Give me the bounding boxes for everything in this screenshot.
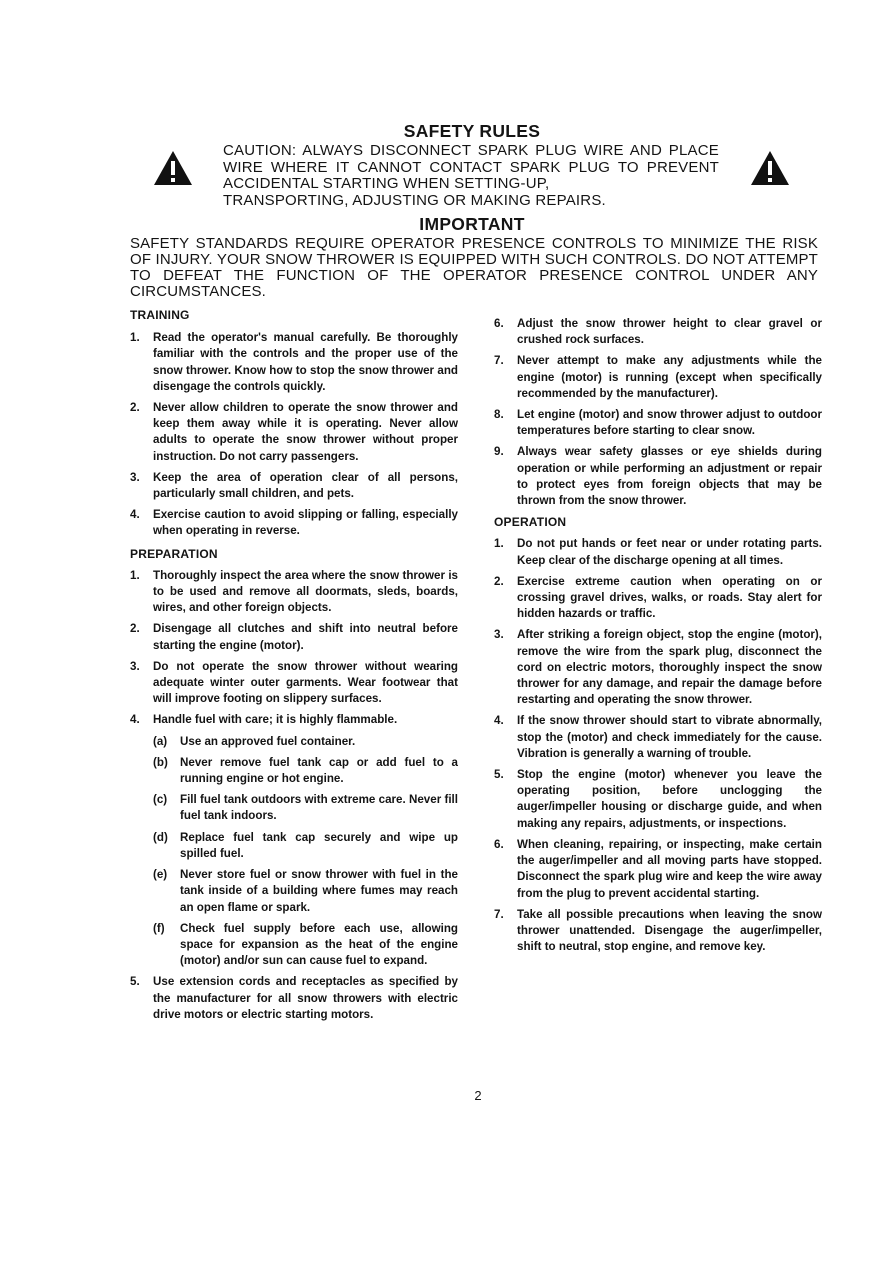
item-number: 1.	[494, 537, 504, 551]
sub-item-letter: (a)	[153, 734, 168, 748]
caution-statement	[223, 143, 719, 209]
item-text: Thoroughly inspect the area where the snow thrower is to be used and remove all doormats, sleds, boards, wires, and other foreign objects.	[153, 568, 458, 615]
page-number: 2	[474, 1088, 482, 1103]
item-number: 8.	[494, 408, 504, 422]
operation-heading: OPERATION	[494, 515, 567, 530]
item-text: Exercise extreme caution when operating on or crossing gravel drives, walks, or roads. Stay alert for hidden hazards or traffic.	[517, 574, 822, 621]
important-statement: SAFETY STANDARDS REQUIRE OPERATOR PRESENCE CONTROLS TO MINIMIZE THE RISK OF INJURY. YOUR SNOW THROWER IS EQUIPPED WITH SUCH CONTROLS. DO NOT ATTEMPT TO DEFEAT THE FUNCTION OF THE OPERATOR PRESENCE CONTROL UNDER ANY CIRCUMSTANCES.	[130, 235, 818, 300]
training-heading: TRAINING	[130, 308, 190, 322]
item-text: Take all possible precautions when leaving the snow thrower unattended. Disengage the auger/impeller, shift to neutral, stop engine, and remove key.	[517, 907, 822, 954]
item-text: Do not put hands or feet near or under rotating parts. Keep clear of the discharge opening at all times.	[517, 537, 822, 567]
list-item	[494, 407, 822, 439]
item-number: 5.	[130, 975, 140, 989]
list-item	[130, 400, 458, 465]
list-item	[130, 621, 458, 653]
list-item	[130, 712, 458, 728]
sub-list-item	[130, 792, 458, 824]
item-text: Exercise caution to avoid slipping or falling, especially when operating in reverse.	[153, 508, 458, 538]
caution-text-last-line: TRANSPORTING, ADJUSTING OR MAKING REPAIRS.	[223, 191, 606, 209]
sub-item-text: Check fuel supply before each use, allowing space for expansion as the heat of the engine (motor) and/or sun can cause fuel to expand.	[180, 921, 458, 968]
item-number: 7.	[494, 354, 504, 368]
item-text: When cleaning, repairing, or inspecting, make certain the auger/impeller and all moving parts have stopped. Disconnect the spark plug wire and keep the wire away from the plug to prevent accidental starting.	[517, 837, 822, 900]
sub-item-letter: (b)	[153, 755, 168, 769]
sub-item-text: Replace fuel tank cap securely and wipe up spilled fuel.	[180, 830, 458, 860]
item-number: 2.	[494, 574, 504, 588]
item-text: After striking a foreign object, stop the engine (motor), remove the wire from the spark plug, disconnect the cord on electric motors, thoroughly inspect the snow thrower for any damage, and repair the damage before restarting and operating the snow thrower.	[517, 628, 822, 707]
sub-item-letter: (f)	[153, 921, 165, 935]
list-item	[494, 767, 822, 832]
item-text: Never allow children to operate the snow thrower and keep them away while it is operating. Never allow adults to operate the snow thrower without proper instruction. Do not carry passengers.	[153, 401, 458, 463]
list-item	[494, 353, 822, 402]
sub-list-item	[130, 830, 458, 862]
warning-triangle-icon	[750, 150, 790, 186]
list-item	[130, 330, 458, 395]
right-column	[494, 316, 822, 960]
caution-text: CAUTION: ALWAYS DISCONNECT SPARK PLUG WIRE AND PLACE WIRE WHERE IT CANNOT CONTACT SPARK PLUG TO PREVENT ACCIDENTAL STARTING WHEN SETTING-UP,	[223, 142, 719, 192]
sub-list-item	[130, 734, 458, 750]
item-text: Adjust the snow thrower height to clear gravel or crushed rock surfaces.	[517, 317, 822, 347]
item-number: 2.	[130, 622, 140, 636]
sub-list-item	[130, 755, 458, 787]
item-text: Keep the area of operation clear of all persons, particularly small children, and pets.	[153, 470, 458, 501]
item-number: 4.	[130, 713, 140, 727]
item-text: Use extension cords and receptacles as specified by the manufacturer for all snow throwers with electric drive motors or electric starting motors.	[153, 975, 458, 1021]
list-item	[130, 568, 458, 617]
item-number: 4.	[494, 714, 504, 728]
list-item	[494, 837, 822, 902]
list-item	[130, 470, 458, 502]
sub-item-text: Fill fuel tank outdoors with extreme care. Never fill fuel tank indoors.	[180, 793, 458, 823]
preparation-heading: PREPARATION	[130, 546, 218, 561]
item-number: 1.	[130, 568, 140, 582]
item-number: 6.	[494, 837, 504, 851]
item-number: 3.	[494, 628, 504, 642]
item-text: If the snow thrower should start to vibrate abnormally, stop the (motor) and check immediately for the cause. Vibration is generally a warning of trouble.	[517, 714, 822, 760]
item-text: Let engine (motor) and snow thrower adjust to outdoor temperatures before starting to clear snow.	[517, 408, 822, 438]
item-text: Handle fuel with care; it is highly flammable.	[153, 713, 398, 727]
sub-item-letter: (e)	[153, 868, 168, 882]
list-item	[494, 574, 822, 623]
sub-item-letter: (d)	[153, 830, 168, 844]
sub-item-letter: (c)	[153, 793, 168, 807]
sub-item-text: Never remove fuel tank cap or add fuel to a running engine or hot engine.	[180, 755, 458, 786]
sub-list-item	[130, 867, 458, 916]
sub-list-item	[130, 921, 458, 970]
item-number: 3.	[130, 659, 140, 673]
item-number: 9.	[494, 445, 504, 459]
item-text: Never attempt to make any adjustments while the engine (motor) is running (except when specifically recommended by the manufacturer).	[517, 354, 822, 400]
list-item	[494, 444, 822, 509]
left-column	[130, 307, 458, 1028]
list-item	[494, 907, 822, 956]
list-item	[130, 659, 458, 708]
list-item	[494, 713, 822, 762]
item-text: Always wear safety glasses or eye shields during operation or while performing an adjustment or repair to protect eyes from foreign objects that may be thrown from the snow thrower.	[517, 445, 822, 508]
sub-item-text: Never store fuel or snow thrower with fuel in the tank inside of a building where fumes may reach an open flame or spark.	[180, 868, 458, 914]
list-item	[494, 627, 822, 708]
item-number: 7.	[494, 907, 504, 921]
list-item	[494, 536, 822, 568]
item-text: Stop the engine (motor) whenever you leave the operating position, before unclogging the auger/impeller housing or discharge guide, and when making any repairs, adjustments, or inspections.	[517, 768, 822, 830]
page-title: SAFETY RULES	[403, 121, 541, 141]
list-item	[494, 316, 822, 348]
item-text: Do not operate the snow thrower without wearing adequate winter outer garments. Wear footwear that will improve footing on slippery surfaces.	[153, 659, 458, 706]
warning-triangle-icon	[153, 150, 193, 186]
item-number: 3.	[130, 470, 140, 484]
item-number: 5.	[494, 768, 504, 782]
important-heading: IMPORTANT	[419, 214, 525, 234]
item-number: 2.	[130, 401, 140, 415]
list-item	[130, 974, 458, 1023]
item-number: 1.	[130, 331, 140, 345]
item-text: Disengage all clutches and shift into neutral before starting the engine (motor).	[153, 622, 458, 652]
sub-item-text: Use an approved fuel container.	[180, 734, 356, 748]
item-text: Read the operator's manual carefully. Be thoroughly familiar with the controls and the proper use of the snow thrower. Know how to stop the snow thrower and disengage the controls quickly.	[153, 331, 458, 393]
item-number: 4.	[130, 508, 140, 522]
item-number: 6.	[494, 317, 504, 330]
list-item	[130, 507, 458, 539]
